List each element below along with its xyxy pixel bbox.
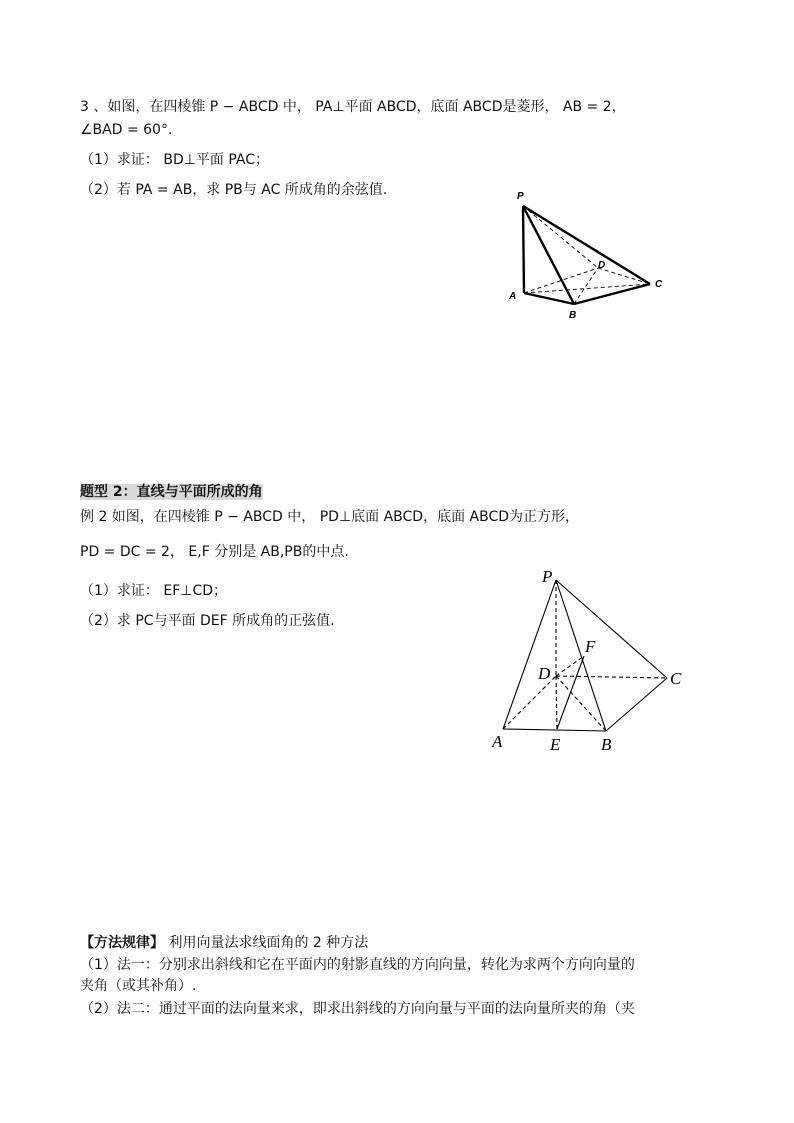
method-title: 【方法规律】 — [80, 935, 164, 951]
problem3-question2: （2）若 PA = AB，求 PB与 AC 所成角的余弦值. — [80, 182, 388, 198]
problem3-line2: ∠BAD = 60°. — [80, 122, 173, 138]
example2-line2: PD = DC = 2， E,F 分别是 AB,PB的中点. — [80, 544, 349, 560]
method-line2: 夹角（或其补角）. — [80, 978, 197, 994]
method-line1: （1）法一：分别求出斜线和它在平面内的射影直线的方向向量，转化为求两个方向向量的 — [80, 957, 635, 973]
fig2-label-A: A — [492, 732, 503, 751]
problem3-question1: （1）求证： BD⊥平面 PAC； — [80, 152, 270, 168]
type2-heading-row — [80, 482, 263, 502]
fig2-label-P: P — [542, 567, 553, 586]
example2-question1: （1）求证： EF⊥CD； — [80, 583, 228, 599]
method-title-row — [80, 933, 368, 953]
example2-line1: 例 2 如图，在四棱锥 P − ABCD 中， PD⊥底面 ABCD，底面 ABCD为正方形， — [80, 509, 580, 525]
fig2-label-B: B — [601, 735, 612, 754]
type2-heading: 题型 2：直线与平面所成的角 — [80, 484, 263, 500]
fig1-label-A: A — [509, 291, 517, 302]
fig1-label-B: B — [569, 310, 577, 321]
fig2-label-E: E — [550, 735, 561, 754]
fig1-label-D: D — [598, 260, 606, 271]
problem3-line1: 3 、如图，在四棱锥 P − ABCD 中， PA⊥平面 ABCD，底面 ABCD是菱形， AB = 2， — [80, 99, 626, 115]
fig2-label-D: D — [538, 664, 551, 683]
example2-question2: （2）求 PC与平面 DEF 所成角的正弦值. — [80, 613, 335, 629]
fig1-label-P: P — [517, 191, 524, 202]
method-line3: （2）法二：通过平面的法向量来求，即求出斜线的方向向量与平面的法向量所夹的角（夹 — [80, 1001, 635, 1017]
fig1-label-C: C — [655, 279, 663, 290]
fig2-label-C: C — [670, 669, 682, 688]
fig2-label-F: F — [585, 637, 596, 656]
method-title-rest: 利用向量法求线面角的 2 种方法 — [168, 935, 369, 951]
